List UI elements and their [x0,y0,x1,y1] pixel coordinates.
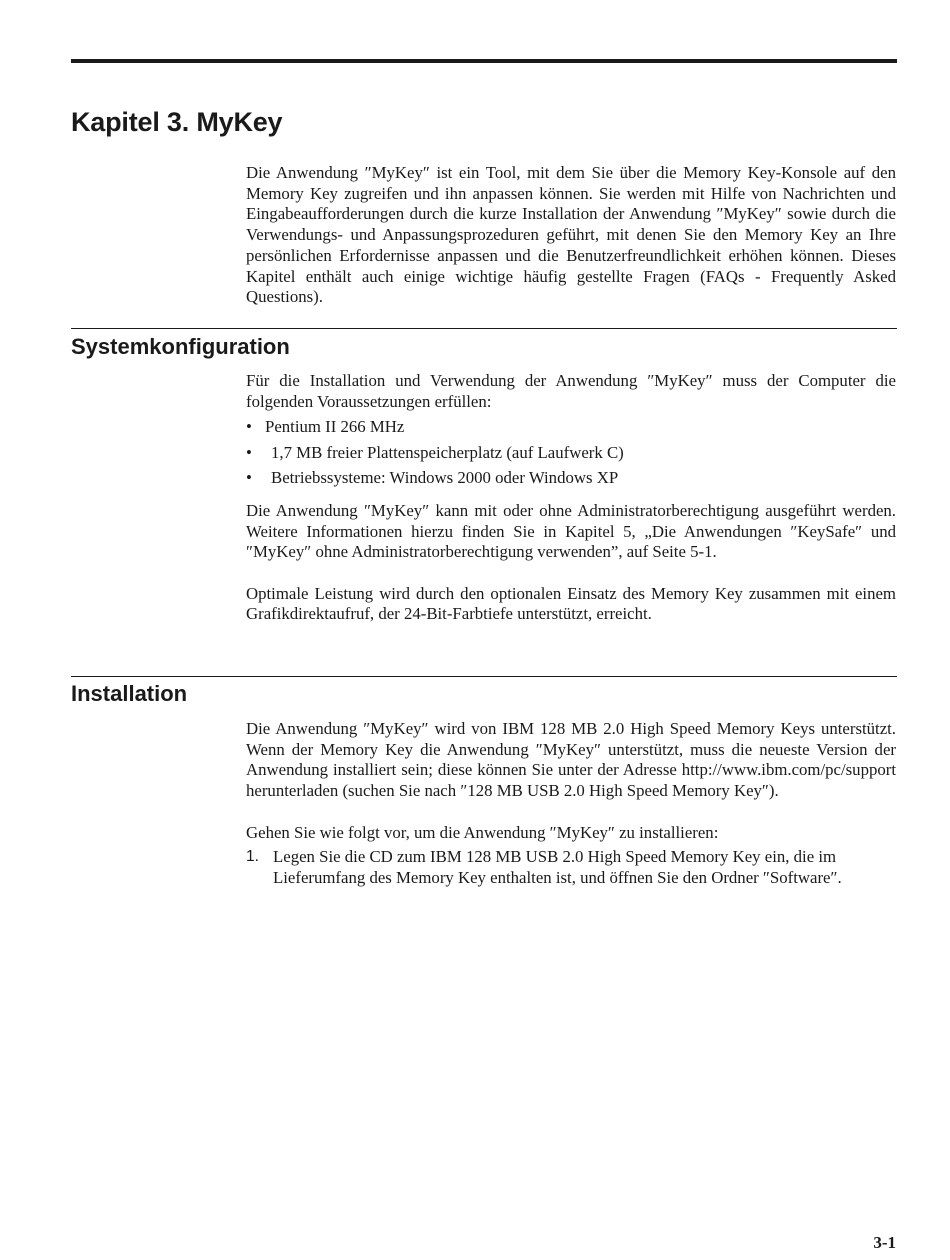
step-text: Legen Sie die CD zum IBM 128 MB USB 2.0 High Speed Memory Key ein, die im Lieferumfang des Memory Key enthalten ist, und öffnen Sie den Ordner ″Software″. [273,847,842,887]
section-rule-installation [71,676,897,677]
bullet-icon: • [246,417,252,437]
bullet-icon: • [246,442,252,462]
requirement-text: 1,7 MB freier Plattenspeicherplatz (auf Laufwerk C) [271,442,624,462]
bullet-icon: • [246,468,252,488]
system-config-intro: Für die Installation und Verwendung der Anwendung ″MyKey″ muss der Computer die folgenden Voraussetzungen erfüllen: [246,371,896,411]
page-number: 3-1 [873,1233,896,1252]
section-heading-system-config: Systemkonfiguration [71,334,290,359]
requirement-item [246,417,896,443]
installation-steps [246,847,896,888]
chapter-title: Kapitel 3. MyKey [71,107,283,137]
system-config-content [246,371,896,625]
chapter-intro [246,163,896,308]
top-rule [71,59,897,63]
installation-step [246,847,896,888]
section-heading-installation: Installation [71,681,188,706]
performance-note: Optimale Leistung wird durch den optionalen Einsatz des Memory Key zusammen mit einem Grafikdirektaufruf, der 24-Bit-Farbtiefe unterstützt, erreicht. [246,583,896,624]
requirement-text: Betriebssysteme: Windows 2000 oder Windows XP [271,468,619,488]
installation-content [246,719,896,889]
chapter-intro-paragraph: Die Anwendung ″MyKey″ ist ein Tool, mit dem Sie über die Memory Key-Konsole auf den Memory Key zugreifen und ihn anpassen können. Sie werden mit Hilfe von Nachrichten und Eingabeaufforderungen durch die kurze Installation der Anwendung ″MyKey″ sowie durch die Verwendungs- und Anpassungsprozeduren geführt, mit denen Sie den Memory Key an Ihre persönlichen Erfordernisse anpassen und die Benutzerfreundlichkeit erhöhen können. Dieses Kapitel enthält auch einige wichtige häufig gestellte Fragen (FAQs - Frequently Asked Questions). [246,163,896,307]
requirement-item [246,443,896,469]
requirements-list [246,417,896,494]
installation-steps-intro: Gehen Sie wie folgt vor, um die Anwendung ″MyKey″ zu installieren: [246,822,719,842]
requirement-item [246,468,896,494]
section-rule-system-config [71,328,897,329]
admin-note: Die Anwendung ″MyKey″ kann mit oder ohne Administratorberechtigung ausgeführt werden. Weitere Informationen hierzu finden Sie in Kapitel 5, „Die Anwendungen ″KeySafe″ und ″MyKey″ ohne Administratorberechtigung verwenden”, auf Seite 5-1. [246,500,896,562]
requirement-text: Pentium II 266 MHz [265,417,405,437]
step-number: 1. [246,848,259,866]
installation-support-text: Die Anwendung ″MyKey″ wird von IBM 128 MB 2.0 High Speed Memory Keys unterstützt. Wenn der Memory Key die Anwendung ″MyKey″ unterstützt, muss die neueste Version der Anwendung installiert sein; diese können Sie unter der Adresse http://www.ibm.com/pc/support herunterladen (suchen Sie nach ″128 MB USB 2.0 High Speed Memory Key″). [246,719,896,801]
